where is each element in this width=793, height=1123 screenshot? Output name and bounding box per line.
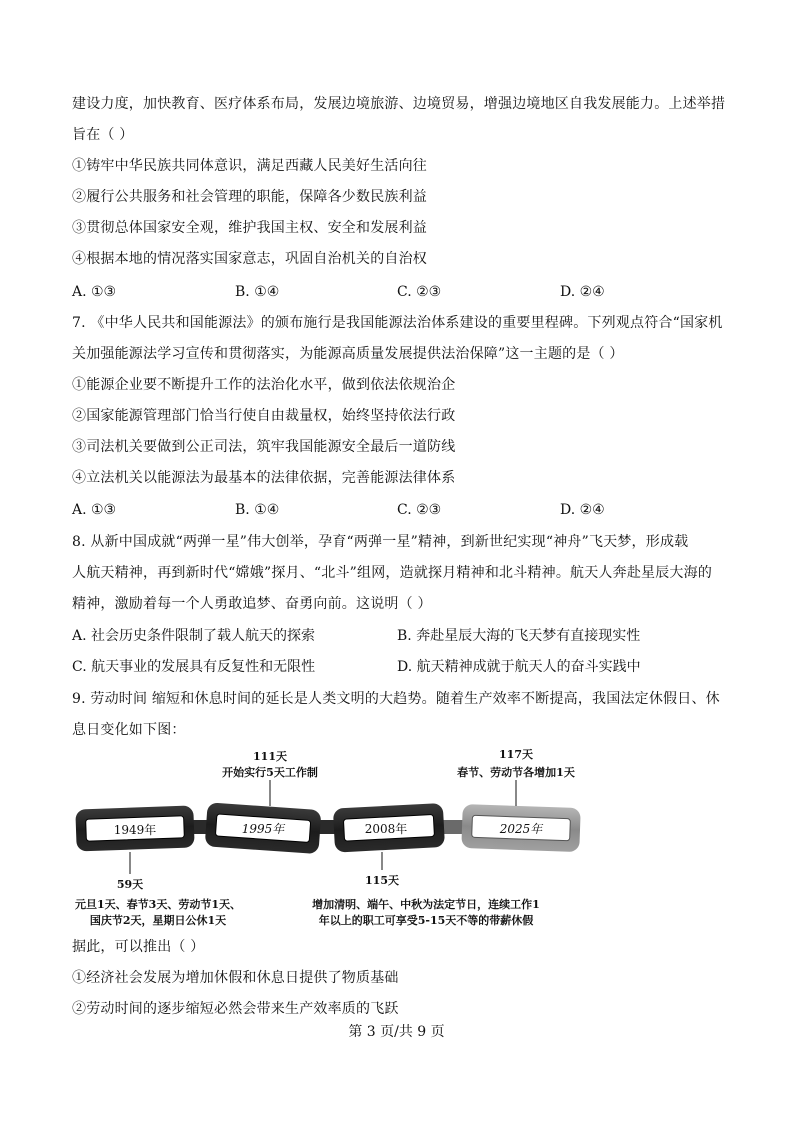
note-2025: 春节、劳动节各增加1天: [457, 766, 575, 779]
days-2025: 117天: [499, 748, 533, 761]
q6-item-3: ③贯彻总体国家安全观，维护我国主权、安全和发展利益: [72, 220, 427, 236]
q7-option-d: D. ②④: [560, 502, 605, 518]
rest-days-chain-figure: [70, 742, 590, 934]
q8-option-b: B. 奔赴星辰大海的飞天梦有直接现实性: [397, 628, 641, 644]
q7-item-3: ③司法机关要做到公正司法，筑牢我国能源安全最后一道防线: [72, 439, 456, 455]
q7-stem-line1: 7. 《中华人民共和国能源法》的颁布施行是我国能源法治体系建设的重要里程碑。下列观点符合“国家机: [72, 315, 723, 331]
page-footer: 第 3 页/共 9 页: [348, 1024, 445, 1040]
note-1995: 开始实行5天工作制: [222, 766, 318, 779]
q6-stem-line2: 旨在（ ）: [72, 127, 134, 143]
q6-stem-line1: 建设力度，加快教育、医疗体系布局，发展边境旅游、边境贸易，增强边境地区自我发展能力。上述举措: [72, 96, 726, 112]
note-2008-line2: 年以上的职工可享受5-15天不等的带薪休假: [318, 914, 534, 927]
q6-item-4: ④根据本地的情况落实国家意志，巩固自治机关的自治权: [72, 251, 427, 267]
q8-option-a: A. 社会历史条件限制了载人航天的探索: [72, 628, 316, 644]
q7-option-c: C. ②③: [397, 502, 442, 518]
year-2008-label: 2008年: [364, 822, 408, 836]
q7-option-a: A. ①③: [72, 502, 117, 518]
year-1949-label: 1949年: [113, 823, 157, 837]
q9-item-1: ①经济社会发展为增加休假和休息日提供了物质基础: [72, 970, 399, 986]
year-1995-label: 1995年: [241, 822, 285, 836]
q8-option-c: C. 航天事业的发展具有反复性和无限性: [72, 659, 316, 675]
q9-item-2: ②劳动时间的逐步缩短必然会带来生产效率质的飞跃: [72, 1001, 399, 1017]
note-2008-line1: 增加清明、端午、中秋为法定节日，连续工作1: [312, 898, 540, 911]
q8-stem-line2: 人航天精神，再到新时代“嫦娥”探月、“北斗”组网，造就探月精神和北斗精神。航天人奔赴星辰大海的: [72, 565, 713, 581]
q6-item-2: ②履行公共服务和社会管理的职能，保障各少数民族利益: [72, 189, 427, 205]
days-1949: 59天: [116, 878, 144, 891]
days-2008: 115天: [365, 874, 399, 887]
q6-option-d: D. ②④: [560, 284, 605, 300]
days-1995: 111天: [253, 750, 287, 763]
q8-stem-line1: 8. 从新中国成就“两弹一星”伟大创举，孕育“两弹一星”精神，到新世纪实现“神舟”飞天梦，形成载: [72, 534, 689, 550]
q7-item-2: ②国家能源管理部门恰当行使自由裁量权，始终坚持依法行政: [72, 408, 456, 424]
q9-stem-line1: 9. 劳动时间 缩短和休息时间的延长是人类文明的大趋势。随着生产效率不断提高，我国法定休假日、休: [72, 691, 720, 707]
q6-option-c: C. ②③: [397, 284, 442, 300]
q9-stem-line2: 息日变化如下图：: [72, 722, 186, 738]
q6-option-b: B. ①④: [235, 284, 280, 300]
note-1949-line2: 国庆节2天，星期日公休1天: [89, 914, 227, 927]
q8-stem-line3: 精神，激励着每一个人勇敢追梦、奋勇向前。这说明（ ）: [72, 596, 432, 612]
q8-option-d: D. 航天精神成就于航天人的奋斗实践中: [397, 659, 641, 675]
q6-option-a: A. ①③: [72, 284, 117, 300]
q6-item-1: ①铸牢中华民族共同体意识，满足西藏人民美好生活向往: [72, 158, 427, 174]
year-2025-label: 2025年: [499, 822, 543, 836]
q7-stem-line2: 关加强能源法学习宣传和贯彻落实，为能源高质量发展提供法治保障”这一主题的是（ ）: [72, 346, 624, 362]
q7-item-1: ①能源企业要不断提升工作的法治化水平，做到依法依规治企: [72, 377, 456, 393]
note-1949-line1: 元旦1天、春节3天、劳动节1天、: [75, 898, 241, 911]
q7-item-4: ④立法机关以能源法为最基本的法律依据，完善能源法律体系: [72, 470, 456, 486]
q7-option-b: B. ①④: [235, 502, 280, 518]
q9-after-line: 据此，可以推出（ ）: [72, 939, 205, 955]
